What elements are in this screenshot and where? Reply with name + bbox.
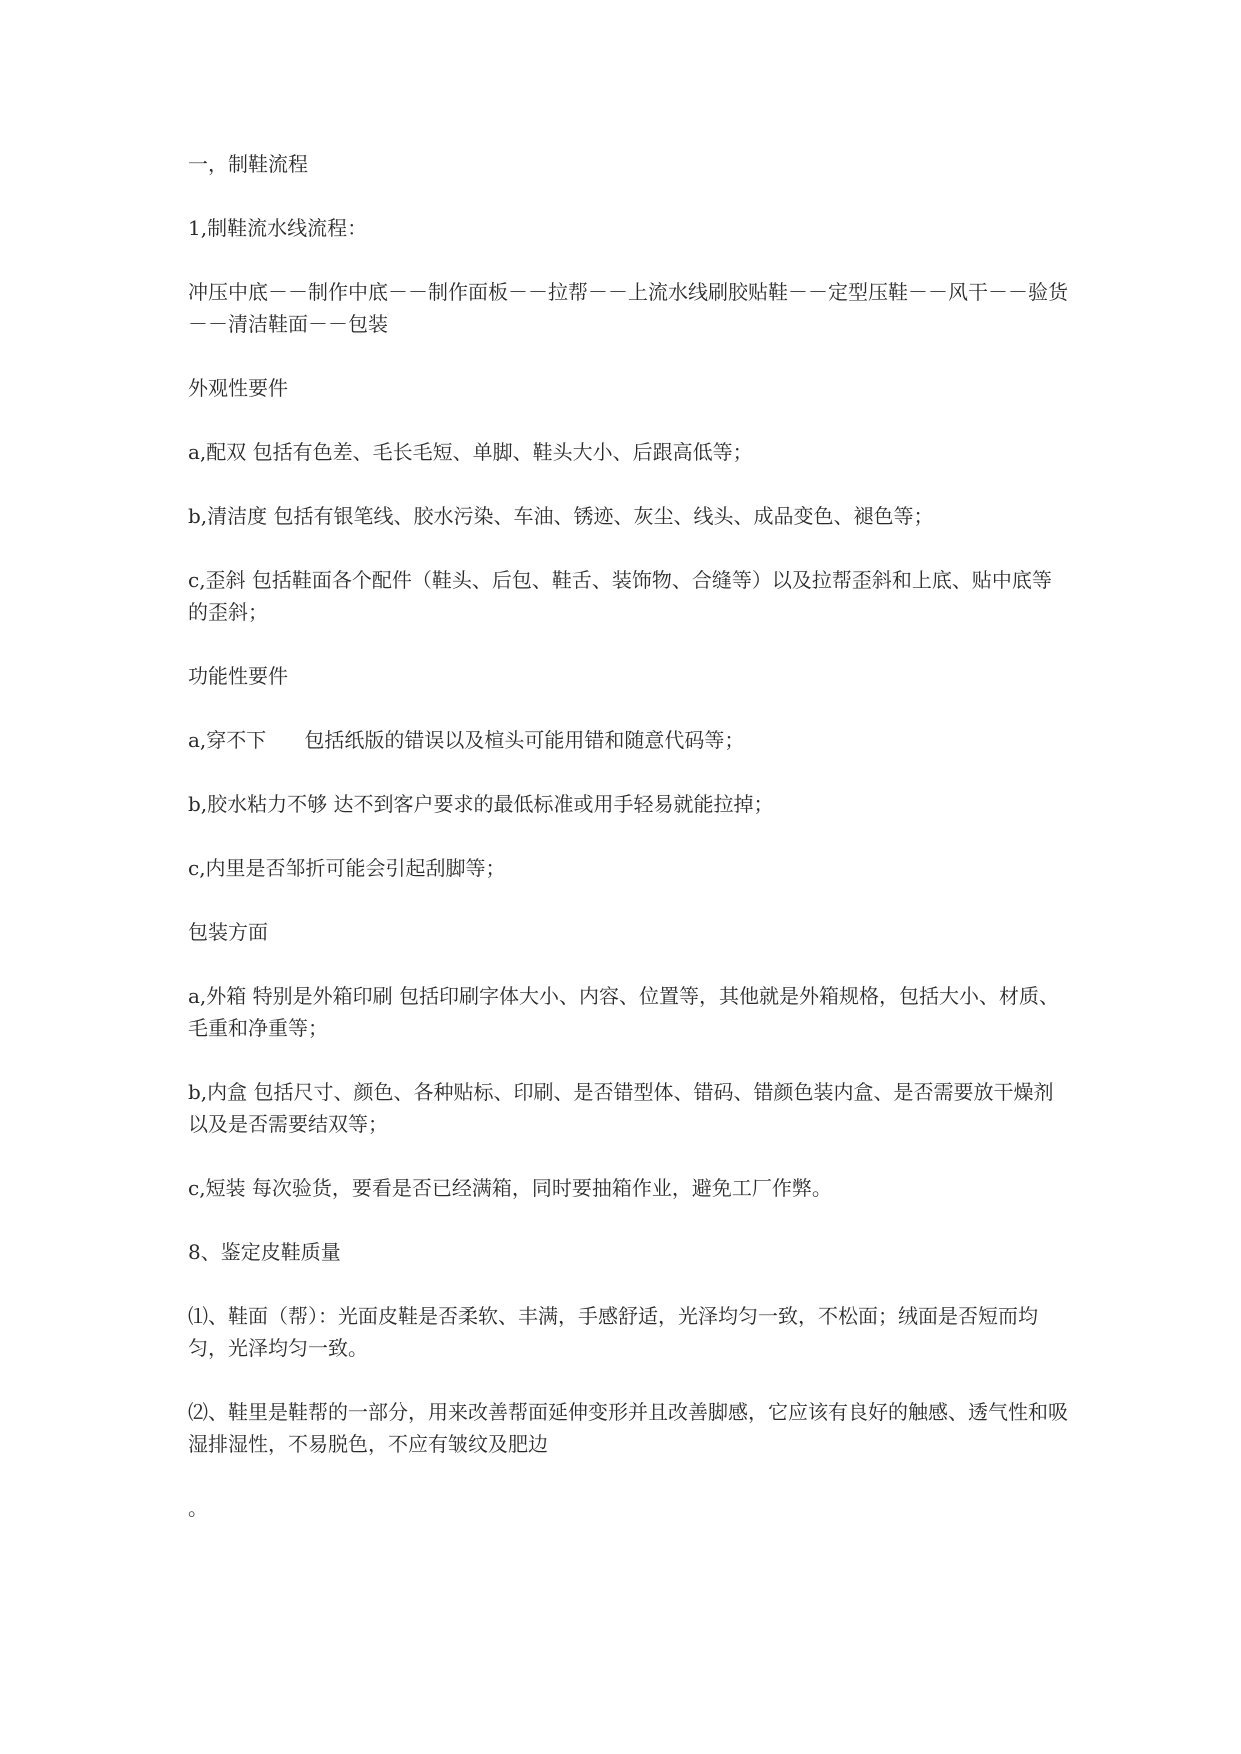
quality-item-lining: ⑵、鞋里是鞋帮的一部分，用来改善帮面延伸变形并且改善脚感，它应该有良好的触感、透气性和吸湿排湿性，不易脱色，不应有皱纹及肥边 — [188, 1400, 1068, 1456]
packaging-item-outer-carton: a,外箱 特别是外箱印刷 包括印刷字体大小、内容、位置等，其他就是外箱规格，包括大小、材质、毛重和净重等； — [188, 984, 1059, 1040]
heading-functional-requirements: 功能性要件 — [188, 664, 288, 688]
appearance-item-skew: c,歪斜 包括鞋面各个配件（鞋头、后包、鞋舌、装饰物、合缝等）以及拉帮歪斜和上底、贴中底等的歪斜； — [188, 568, 1052, 624]
quality-item-upper: ⑴、鞋面（帮）：光面皮鞋是否柔软、丰满，手感舒适，光泽均匀一致，不松面；绒面是否短而均匀，光泽均匀一致。 — [188, 1304, 1038, 1360]
heading-packaging: 包装方面 — [188, 920, 268, 944]
section-heading-shoemaking-process: 一，制鞋流程 — [188, 152, 308, 176]
trailing-period: 。 — [188, 1496, 208, 1520]
functional-item-lining-folds: c,内里是否邹折可能会引起刮脚等； — [188, 856, 506, 880]
document-body — [188, 148, 1068, 1556]
heading-appearance-requirements: 外观性要件 — [188, 376, 288, 400]
appearance-item-pairing: a,配双 包括有色差、毛长毛短、单脚、鞋头大小、后跟高低等； — [188, 440, 753, 464]
heading-leather-shoe-quality: 8、鉴定皮鞋质量 — [188, 1240, 341, 1264]
appearance-item-cleanliness: b,清洁度 包括有银笔线、胶水污染、车油、锈迹、灰尘、线头、成品变色、褪色等； — [188, 504, 934, 528]
process-steps-paragraph: 冲压中底－－制作中底－－制作面板－－拉帮－－上流水线刷胶贴鞋－－定型压鞋－－风干－－验货－－清洁鞋面－－包装 — [188, 280, 1068, 336]
subheading-assembly-line-process: 1,制鞋流水线流程： — [188, 216, 368, 240]
packaging-item-inner-box: b,内盒 包括尺寸、颜色、各种贴标、印刷、是否错型体、错码、错颜色装内盒、是否需要放干燥剂以及是否需要结双等； — [188, 1080, 1054, 1136]
functional-item-glue-strength: b,胶水粘力不够 达不到客户要求的最低标准或用手轻易就能拉掉； — [188, 792, 774, 816]
packaging-item-short-shipment: c,短装 每次验货，要看是否已经满箱，同时要抽箱作业，避免工厂作弊。 — [188, 1176, 832, 1200]
functional-item-fit: a,穿不下 包括纸版的错误以及楦头可能用错和随意代码等； — [188, 728, 745, 752]
